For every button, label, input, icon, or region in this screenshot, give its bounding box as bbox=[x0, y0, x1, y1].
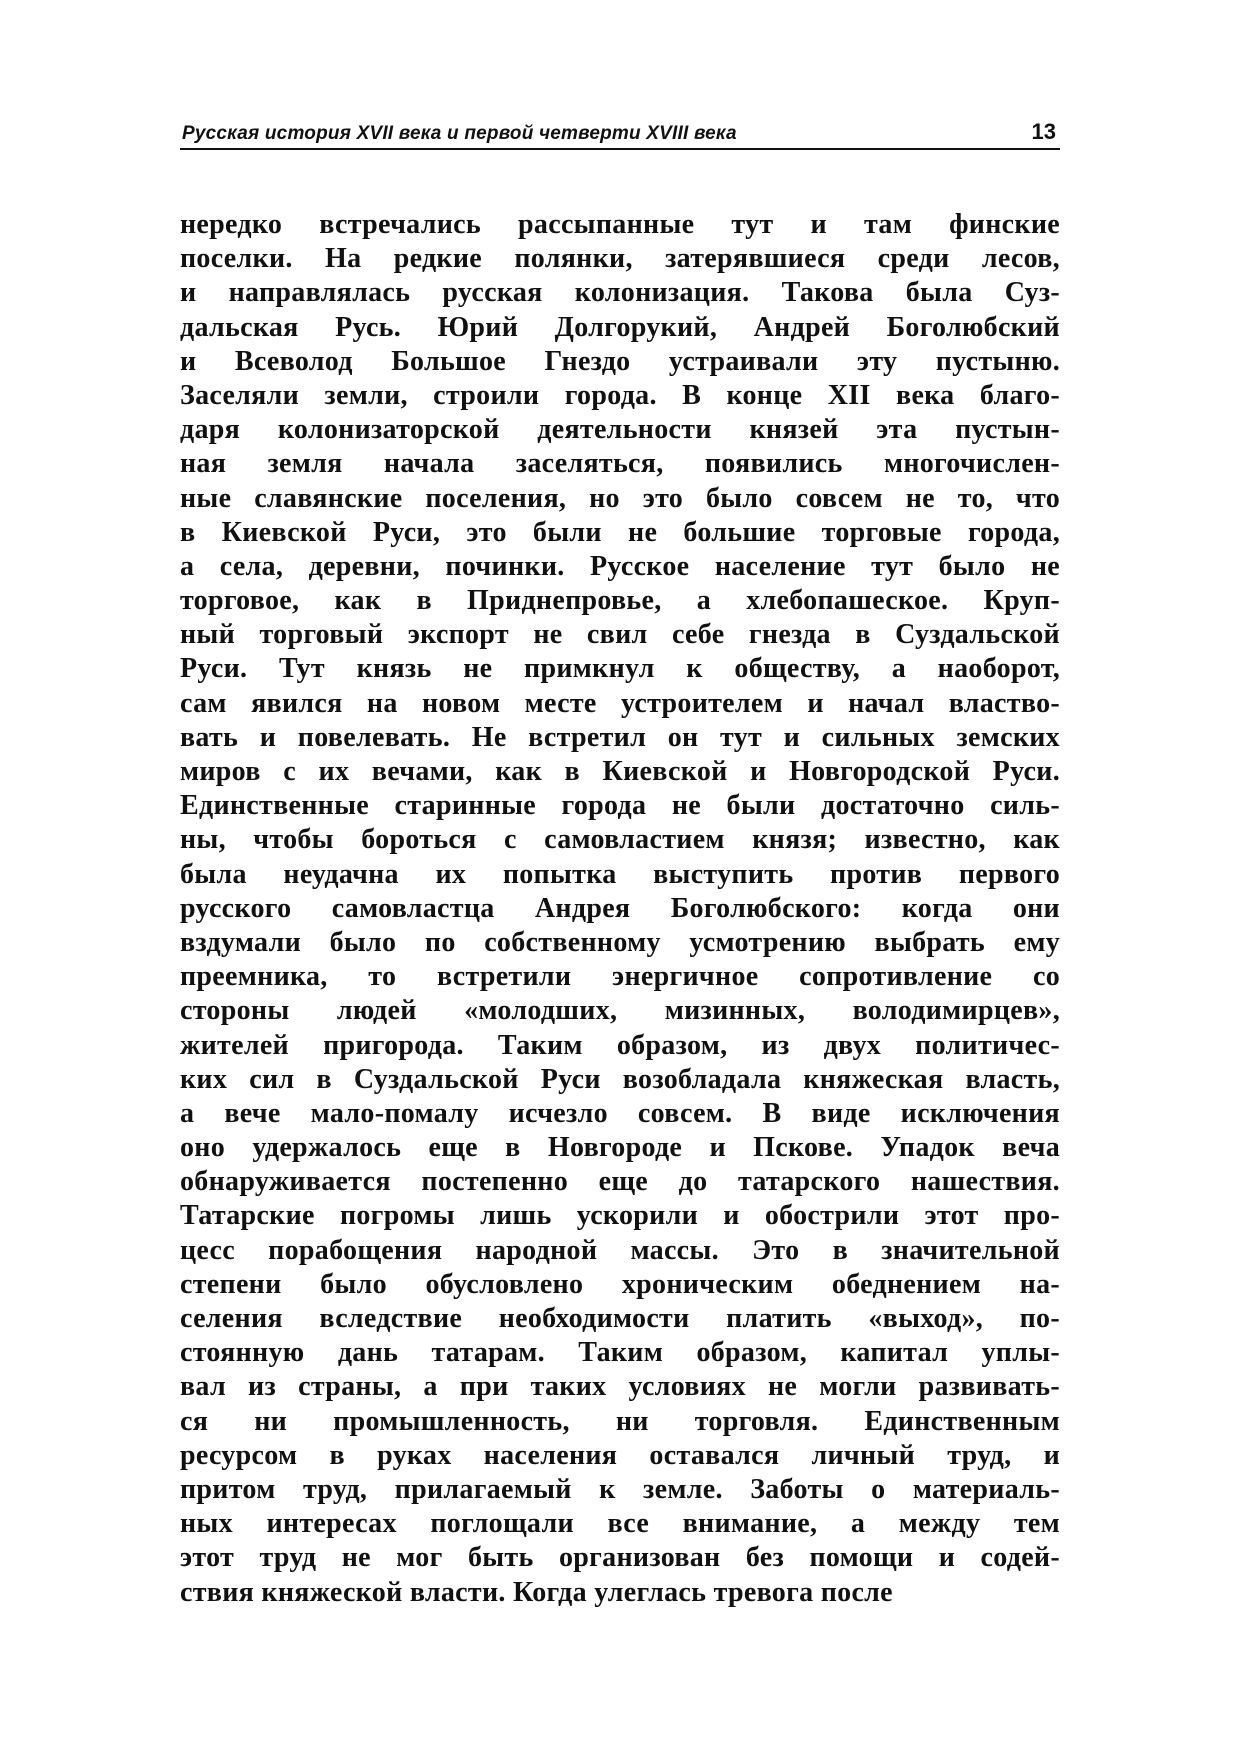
text-line: вал из страны, а при таких условиях не могли развивать- bbox=[180, 1371, 1060, 1403]
text-line: и Всеволод Большое Гнездо устраивали эту пустыню. bbox=[180, 345, 1060, 377]
text-line: Татарские погромы лишь ускорили и обострили этот про- bbox=[180, 1200, 1060, 1232]
text-line: дальская Русь. Юрий Долгорукий, Андрей Боголюбский bbox=[180, 311, 1060, 343]
text-line: была неудачна их попытка выступить против первого bbox=[180, 858, 1060, 890]
running-title: Русская история XVII века и первой четверти XVIII века bbox=[182, 123, 737, 144]
text-line: в Киевской Руси, это были не большие торговые города, bbox=[180, 516, 1060, 548]
body-text bbox=[180, 208, 1060, 1610]
text-line: сам явился на новом месте устроителем и начал властво- bbox=[180, 687, 1060, 719]
text-line: цесс порабощения народной массы. Это в значительной bbox=[180, 1234, 1060, 1266]
text-line: стоянную дань татарам. Таким образом, капитал уплы- bbox=[180, 1337, 1060, 1369]
text-line: притом труд, прилагаемый к земле. Заботы о материаль- bbox=[180, 1473, 1060, 1505]
text-line: Единственные старинные города не были достаточно силь- bbox=[180, 790, 1060, 822]
text-line: торговое, как в Приднепровье, а хлебопашеское. Круп- bbox=[180, 585, 1060, 617]
text-line: а села, деревни, починки. Русское население тут было не bbox=[180, 550, 1060, 582]
running-head bbox=[180, 118, 1060, 150]
text-line: ный торговый экспорт не свил себе гнезда в Суздальской bbox=[180, 619, 1060, 651]
text-line: ких сил в Суздальской Руси возобладала княжеская власть, bbox=[180, 1063, 1060, 1095]
text-line: ны, чтобы бороться с самовластием князя; известно, как bbox=[180, 824, 1060, 856]
text-line: а вече мало-помалу исчезло совсем. В виде исключения bbox=[180, 1097, 1060, 1129]
text-line: русского самовластца Андрея Боголюбского: когда они bbox=[180, 892, 1060, 924]
text-line: вздумали было по собственному усмотрению выбрать ему bbox=[180, 926, 1060, 958]
text-line: даря колонизаторской деятельности князей эта пустын- bbox=[180, 414, 1060, 446]
text-line: ствия княжеской власти. Когда улеглась тревога после bbox=[180, 1576, 893, 1608]
text-line: оно удержалось еще в Новгороде и Пскове. Упадок веча bbox=[180, 1132, 1060, 1164]
text-line: ная земля начала заселяться, появились многочислен- bbox=[180, 448, 1060, 480]
text-line: поселки. На редкие полянки, затерявшиеся среди лесов, bbox=[180, 243, 1060, 275]
text-line: селения вследствие необходимости платить «выход», по- bbox=[180, 1303, 1060, 1334]
text-line: ные славянские поселения, но это было совсем не то, что bbox=[180, 482, 1060, 514]
text-line: Заселяли земли, строили города. В конце XII века благо- bbox=[180, 379, 1060, 411]
text-line: и направлялась русская колонизация. Такова была Суз- bbox=[180, 277, 1060, 309]
text-line: этот труд не мог быть организован без помощи и содей- bbox=[180, 1542, 1060, 1574]
text-line: обнаруживается постепенно еще до татарского нашествия. bbox=[180, 1166, 1060, 1198]
text-line: нередко встречались рассыпанные тут и там финские bbox=[180, 209, 1060, 240]
text-line: Руси. Тут князь не примкнул к обществу, а наоборот, bbox=[180, 653, 1060, 685]
text-line: миров с их вечами, как в Киевской и Новгородской Руси. bbox=[180, 756, 1060, 787]
page-number: 13 bbox=[1031, 119, 1056, 144]
text-line: ся ни промышленность, ни торговля. Единственным bbox=[180, 1405, 1060, 1437]
text-line: ных интересах поглощали все внимание, а между тем bbox=[180, 1508, 1060, 1540]
text-line: стороны людей «молодших, мизинных, володимирцев», bbox=[180, 995, 1060, 1027]
text-line: степени было обусловлено хроническим обеднением на- bbox=[180, 1268, 1060, 1300]
text-line: вать и повелевать. Не встретил он тут и сильных земских bbox=[180, 721, 1060, 753]
text-line: жителей пригорода. Таким образом, из двух политичес- bbox=[180, 1029, 1060, 1061]
text-line: преемника, то встретили энергичное сопротивление со bbox=[180, 961, 1060, 993]
text-line: ресурсом в руках населения оставался личный труд, и bbox=[180, 1439, 1060, 1471]
